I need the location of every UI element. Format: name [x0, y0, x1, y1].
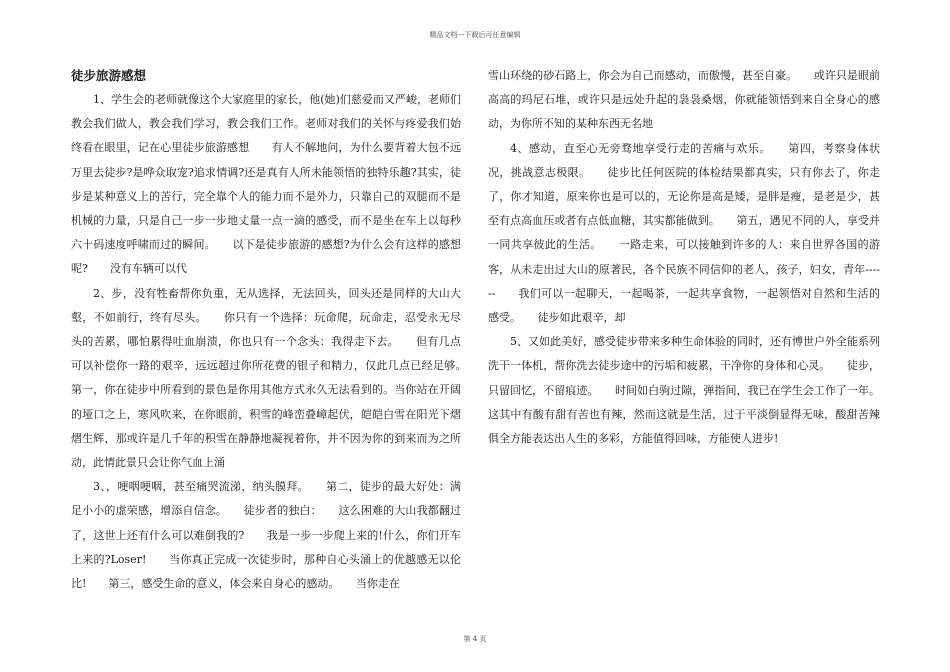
left-column	[71, 64, 483, 596]
paragraph-5: 5、又如此美好，感受徒步带来多种生命体验的同时，还有博世户外全能系列洗干一体机，帮你洗去徒步途中的污垢和疲累，干净你的身体和心灵。 徒步，只留回忆，不留痕迹。 时间如白驹过隙，弹指间，我已在学生会工作了一年。这其中有酸有甜有苦也有辣，然而这就是生活，过于平淡倒显得无味，酸甜苦辣俱全方能表达出人生的多彩，方能值得回味，方能使人进步!	[488, 335, 880, 446]
document-title: 徒步旅游感想	[71, 68, 147, 83]
paragraph-2: 2、步，没有牲畜帮你负重，无从选择，无法回头，回头还是同样的大山大壑，不如前行，终有尽头。 你只有一个选择：玩命爬，玩命走，忍受永无尽头的苦累，哪怕累得吐血崩溃，你也只有一个念头：我得走下去。 但有几点可以补偿你一路的艰辛，远远超过你所花费的银子和精力，仅此几点已经足够。 第一，你在徒步中所看到的景色是你用其他方式永久无法看到的。当你站在开阔的垭口之上，寒风吹来，在你眼前，积雪的峰峦叠嶂起伏，皑皑白雪在阳光下熠熠生辉，那或许是几千年的积雪在静静地凝视着你，并不因为你的到来而为之所动，此情此景只会让你气血上涌	[71, 286, 483, 470]
paragraph-3: 3、，哽咽哽咽，甚至痛哭流涕，纳头膜拜。 第二，徒步的最大好处：满足小小的虚荣感，增添自信念。 徒步者的独白： 这么困难的大山我都翻过了，这世上还有什么可以难倒我的? 我是一步一步爬上来的!什么，你们开车上来的?Loser! 当你真正完成一次徒步时，那种自心头涌上的优越感无以伦比! 第三，感受生命的意义，体会来自身心的感动。 当你走在	[71, 480, 461, 591]
paragraph-3-continued: 雪山环绕的砂石路上，你会为自己而感动，而傲慢，甚至自豪。 或许只是眼前高高的玛尼石堆，或许只是远处升起的袅袅桑烟，你就能领悟到来自全身心的感动，为你所不知的某种东西无名地	[488, 69, 880, 131]
page-header: 精品文档---下载后可任意编辑	[429, 31, 521, 39]
right-column	[488, 64, 880, 451]
paragraph-4: 4、感动，直至心无旁骛地享受行走的苦痛与欢乐。 第四，考察身体状况，挑战意志极限。 徒步比任何医院的体检结果都真实，只有你去了，你走了，你才知道，原来你也是可以的，无论你是高是矮，是胖是瘦，是老是少，甚至有点高血压或者有点低血糖，其实都能做到。 第五，遇见不同的人，享受并一同共享彼此的生活。 一路走来，可以接触到许多的人：来自世界各国的游客，从未走出过大山的原著民，各个民族不同信仰的老人，孩子，妇女，青年------ 我们可以一起聊天，一起喝茶，一起共享食物，一起领悟对自然和生活的感受。 徒步如此艰辛，却	[488, 141, 880, 325]
page-number: 第 4 页	[463, 635, 487, 643]
paragraph-1: 1、学生会的老师就像这个大家庭里的家长，他(她)们慈爱而又严峻，老师们教会我们做人，教会我们学习，教会我们工作。老师对我们的关怀与疼爱我们始终看在眼里，记在心里徒步旅游感想 有人不解地问，为什么要背着大包不远万里去徒步?是哗众取宠?追求情调?还是真有人所未能领悟的独特乐趣?其实，徒步是某种意义上的苦行，完全靠个人的能力而不是外力，只靠自己的双腿而不是机械的力量，只是自己一步一步地丈量一点一滴的感受，而不是坐在车上以每秒六十码速度呼啸而过的瞬间。 以下是徒步旅游的感想?为什么会有这样的感想呢? 没有车辆可以代	[71, 93, 461, 276]
